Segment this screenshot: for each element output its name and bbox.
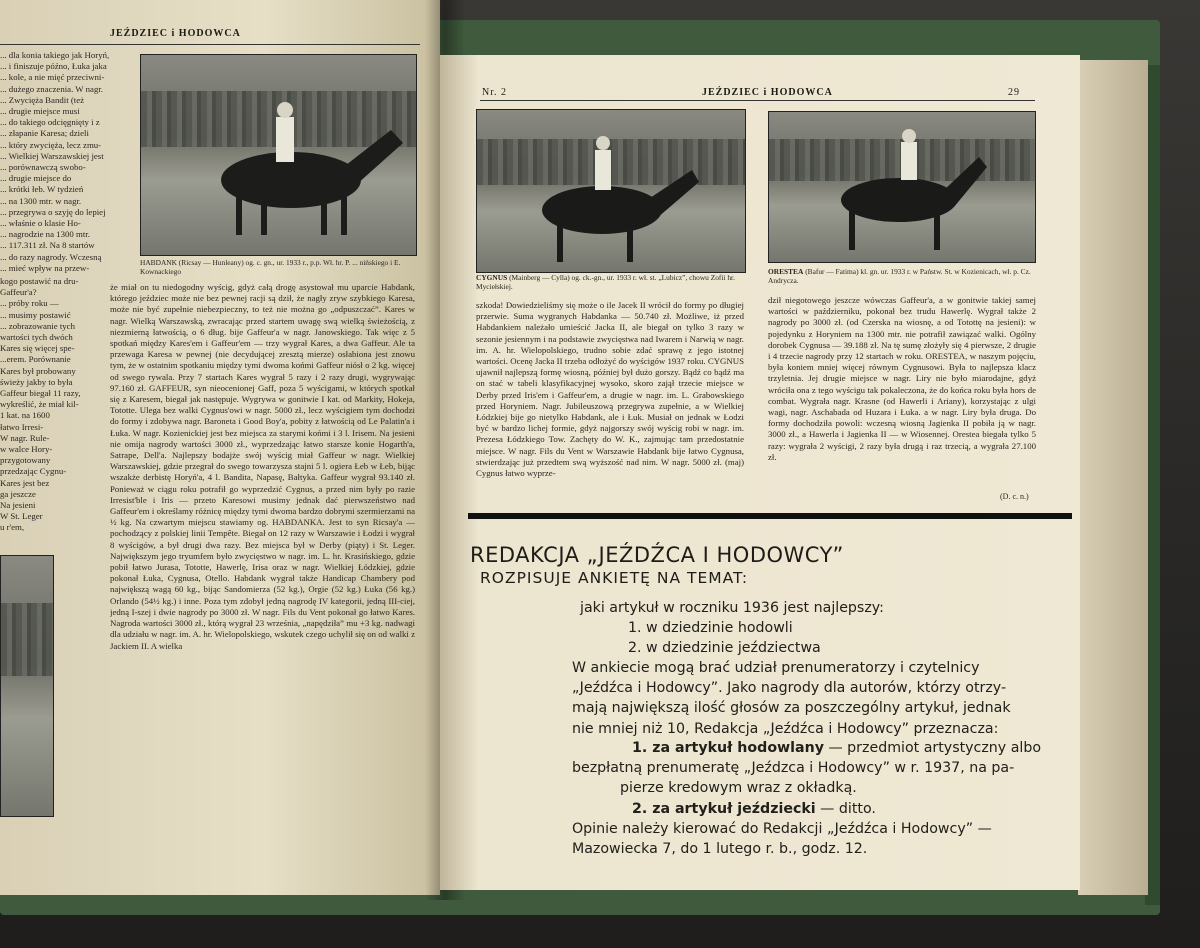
ankieta-options: 1. w dziedzinie hodowli 2. w dziedzinie jeździectwa [628,620,821,657]
left-column-2: że miał on tu niedogodny wyścig, gdyż całą drogę asystował mu uparcie Habdank, którego jeździec może nie bez pewnej racji są dził, że nagły zryw szybkiego Karesa, może nie być zupełnie niebezpieczny, to też nie można go „odpuszczać”. Kares w nagr. Wielką Warszawską, zwracając przed startem uwagę swą wielką świeżością, z niezmierną łatwością, o 6 dług. bije Gaffeur'a w nagr. Janowskiego. Tak więc z 5 spotkań między Kares'em i Gaffeur'em — trzy wygrał Kares, a dwa Gaffeur. Ale ta przewaga Karesa w pewnej (nie decydującej zresztą mierze) osłabiona jest znowu tym, że w ostatnim spotkaniu między tymi dwoma końmi Gaffeur niósł o 2 kg. więcej od swego rywala. Przy 7 startach Kares wygrał 5 razy i 2 razy drugi, wygrywając 97.160 zł. GAFFEUR, syn nieocenionej Gaff, poza 5 wyścigami, w których spotkał się z Karesem, biegał jak następuje. Wygrywa w gonitwie I kat. od Markity, Hokeja, Tototte. Ulega bez walki Cygnus'owi w nagr. 5000 zł., lecz wyścigiem tym dochodzi do formy i zdobywa nagr. Baroneta i Good Boy'a, pobity z łatwością od Le Palatin'a i Łuka. W nagr. Kozienickiej jest bez miejsca za starymi końmi i 3 l. Irisem. Na jesieni nie omija nagrody wartości 3000 zł., wyprzedzając łatwo starsze konie Hogarth'a, Satrape, Dell'a. Najlepszy bodajże swój wyścig miał Gaffeur w nagr. Wielkiej Warszawskiej, gdzie przegrał do swego towarzysza stajni 5 l. ogiera Łeb w Łeb, bijąc wszakże derbistę Horyń'a, 4 l. Bandita, Napasę, Bałtyka. Gaffeur wygrał 93.140 zł. Ponieważ w ciągu roku potrafił go wyprzedzić Cygnus, a przed nim były po razie Irresist'ble i Iris — przeto Karesowi musimy jednak dać pierwszeństwo nad Gaffeur'em i określamy różnicę między tymi dwoma bardzo dobrymi szermierzami na ½ kg. Na czwartym miejscu stawiamy og. HABDANKA. Jest to syn Ricsay'a — pochodzący z polskiej linii Tempête. Biegał on 12 razy w Warszawie i Łodzi i wygrał 8 wyścigów, a był drugi dwa razy. Bez miejsca był w Derby (piąty) i St. Leger. Największym jego tryumfem było zwycięstwo w nagr. im. L. hr. Krasińskiego, gdzie pobił łatwo Jurasa, Tototte, Hawerlę, Irisa oraz w nagr. Wielkiej Łódzkiej, gdzie pokonał Łuka, Cygnusa, Otello. Habdank wygrał także Handicap Chambery pod największą wagą 60 kg., bijąc Sandomierza (52 kg.), Orgie (52 kg.) Łuka (56 kg.) Orlando (54½ kg.) i inne. Poza tym zdobył jedną nagrodę IV kategorii, jedną III-ciej, jedną I-szej i dwie nagrody po 3000 zł. W nagr. Fils du Vent pokonał go łatwo Kares. Nagroda wartości 3000 zł., którą wygrał 23 września, „napędziła” mu +3 kg. nadwagi dla udziału w nagr. im. A. hr. Wielopolskiego, wskutek czego uchylił się on od walki z Jackiem II. A wielka [110,282,415,651]
ankieta-prize-1: 1. za artykuł hodowlany — przedmiot artystyczny albo bezpłatną prenumeratę „Jeźdzca i Hodowcy” w r. 1937, na pa- pierze kredowym wraz z okładką. [572,740,1042,797]
ankieta-title: REDAKCJA „JEŹDŹCA I HODOWCY” [470,543,844,567]
cygnus-caption: CYGNUS (Mainberg — Cylla) og. ck.-gn., ur. 1933 r. wł. st. „Lubicz”, chowu Zofii hr. Myciełskiej. [476,273,735,291]
right-page [440,55,1080,890]
ankieta-address: Opinie należy kierować do Redakcji „Jeźdźca i Hodowcy” — Mazowiecka 7, do 1 lutego r. b., godz. 12. [572,821,992,858]
right-column-b: dził niegotowego jeszcze wówczas Gaffeur'a, a w gonitwie takiej samej wartości w październiku, pokonał bez trudu Hawerlę. Wygrał także 2 nagrody po 3000 zł. (od Czerska na wiosnę, a od Totottę na jesieni): w pojedynku z Horyniem na 1300 mtr. nie potrafił zawiązać walki. Ogólny dorobek Cygnusa — 39.188 zł. Na tę sumę złożyły się 4 pierwsze, 2 drugie i 4 trzecie nagrody przy 12 startach w roku. ORESTEA, w naszym pojęciu, była koniem mniej więcej równym Cygnusowi. Była to najlepsza klacz trzyletnia. Jej drugie miejsce w nagr. Liry nie było miarodajne, gdyż wróciła ona z tego wyścigu tak pokaleczona, że do końca roku była hors de combat. Wygrała nagr. Krasne (od Hawerli i Ariany), korzystając z ulgi wagi, nagr. Aschabada od Huzara i Łuka. a w nagr. Liry była druga. Do formy dochodziła powoli: wczesną wiosną Jagienka II pobiła ją w nagr. 3000 zł., a Hawerla i Jagienka II — w Wiosennej. Orestea biegała tylko 5 razy: wygrała 2 wyścigi, 2 razy była drugą i raz trzecią, a wygrała 27.100 zł. [768,295,1036,462]
section-separator [468,513,1072,519]
to-be-continued: (D. c. n.) [1000,492,1029,501]
left-page [0,0,440,895]
habdank-caption: HABDANK (Ricsay — Hunleany) og. c. gn., ur. 1933 r., p.p. Wł. hr. P. ... nińskiego i E. Kownackiego [140,258,401,276]
right-running-header: JEŹDZIEC i HODOWCA [702,87,833,98]
photo-orestea [768,111,1036,263]
page-edges [1078,60,1148,895]
orestea-caption: ORESTEA (Bafur — Fatima) kl. gn. ur. 1933 r. w Państw. St. w Kozienicach, wł. p. Cz. Andrycza. [768,267,1031,285]
photo-partial-left [0,555,54,817]
left-column-1-top: ... dla konia takiego jak Horyń, ... i finiszuje późno, Łuka jaka ... kole, a nie mięć przeciwni- ... dużego znaczenia. W nagr. ... Zwycięża Bandit (też ... drugie miejsce musi ... do takiego odcięgnięty i z ... złapanie Karesa; dzieli ... który zwycięża, lecz zmu- ... Wielkiej Warszawskiej jest ... porównawczą swobo- ... drugie miejsce do ... krótki łeb. W tydzień ... na 1300 mtr. w nagr. ... przegrywa o szyję do lepiej ... właśnie o klasie Ho- ... nagrodzie na 1300 mtr. ... 117.311 zł. Na 8 startów ... do razy nagrody. Wczesną ... mieć wpływ na przew- [0,50,110,273]
right-page-folio: 29 [1008,87,1020,98]
photo-habdank [140,54,417,256]
ankieta-question: jaki artykuł w roczniku 1936 jest najlepszy: [580,600,884,616]
photo-cygnus [476,109,746,273]
ankieta-prize-2: 2. za artykuł jeździecki — ditto. [632,801,876,817]
left-running-header: JEŹDZIEC i HODOWCA [110,28,241,39]
right-column-a: szkoda! Dowiedzieliśmy się może o ile Jacek II wrócił do formy po długiej przerwie. Suma wygranych Habdanka — 50.740 zł. Możliwe, iż przed Habdankiem należało umieścić Jacka II, ale biegał on tylko 3 razy w sezonie jesiennym i na podstawie zwycięstwa nad Iwarem i Narwią w nagr. im. A. hr. Wielopolskiego, trudno sobie zdać sprawę z jego istotnej wartości. Ocenę Jacka II trzeba odłożyć do wyścigów 1937 roku. CYGNUS ujawnił najlepszą formę wiosną, później był dużo gorszy. Bądź co bądź ma on stać w tabeli klasyfikacyjnej wysoko, skoro zajął trzecie miejsce w Derby przed Iris'em i Gaffeur'em, a drugie w nagr. im. L. Grabowskiego przed Horyniem. Nagr. Jubileuszową przegrywa zupełnie, a w Wielkiej Łódzkiej bije go nietylko Habdank, ale i Łuk. Musiał on jednak w Łodzi być w bardzo lichej formie, gdyż najgorszy swój wyścig robi w nagr. im. Prezesa Łódzkiego Tow. Zachęty do W. K., zajmując tam przedostatnie miejsce. W nagr. Fils du Vent w Warszawie Habdank bije łatwo Cygnusa, stwierdzając już przedtem swą wyższość nad nim. W nagr. 5000 zł. (maj) Cygnus łatwo wyprze- [476,300,744,479]
left-header-rule [0,44,420,45]
right-header-rule [480,100,1035,101]
right-page-number-label: Nr. 2 [482,87,507,98]
ankieta-subtitle: ROZPISUJE ANKIETĘ NA TEMAT: [480,569,749,587]
ankieta-paragraph-1: W ankiecie mogą brać udział prenumeratorzy i czytelnicy „Jeźdźca i Hodowcy”. Jako nagrody dla autorów, którzy otrzy- mają największą ilość głosów za poszczególny artykuł, jednak nie mniej niż 10, Redakcja „Jeźdźca i Hodowcy” przeznacza: [572,660,1011,737]
left-column-1-bottom: kogo postawić na dru- Gaffeur'a? ... próby roku — ... musimy postawić ... zobrazowanie tych wartości tych dwóch Kares się więcej spe- ...erem. Porównanie Kares był probowany świeży jakby to była Gaffeur biegał 11 razy, wykreślić, że miał kil- 1 kat. na 1600 łatwo Irresi- W nagr. Rule- w walce Hory- przygotowany przedzając Cygnu- Kares jest bez ga jeszcze Na jesieni W St. Leger u r'em, [0,276,81,533]
